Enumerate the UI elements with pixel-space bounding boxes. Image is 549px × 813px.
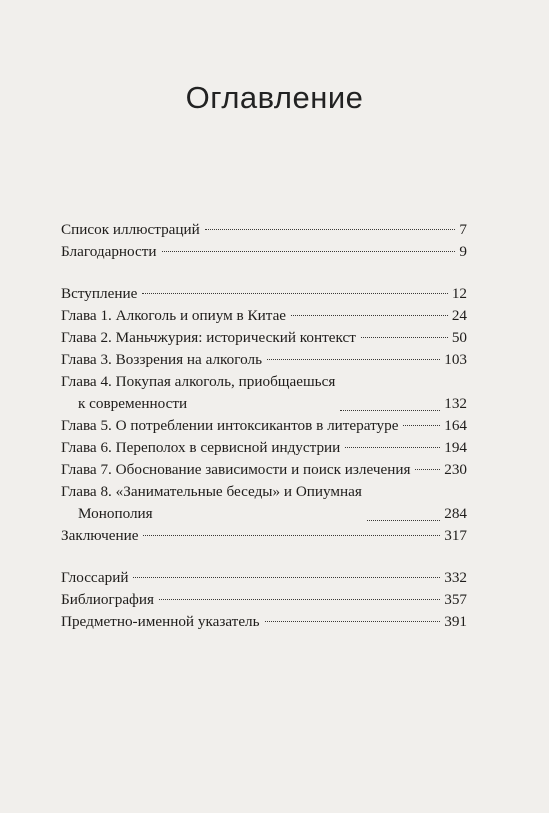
toc-entry-title: Глава 3. Воззрения на алкоголь	[61, 351, 263, 368]
dot-leader	[291, 315, 448, 316]
dot-leader	[345, 447, 440, 448]
toc-entry[interactable]	[61, 459, 467, 481]
toc-entry-page: 230	[444, 461, 467, 478]
dot-leader	[162, 251, 456, 252]
dot-leader	[142, 293, 447, 294]
toc-entry-title	[61, 371, 335, 415]
toc-entry[interactable]	[61, 525, 467, 547]
toc-entry-page: 317	[444, 527, 467, 544]
toc-entry-title-continuation: Монополия	[78, 505, 153, 522]
toc-entry-page: 50	[451, 329, 467, 346]
page-title: Оглавление	[185, 80, 364, 115]
dot-leader	[265, 621, 441, 622]
toc-entry-title: Предметно-именной указатель	[61, 613, 260, 630]
toc-entry[interactable]	[61, 415, 467, 437]
toc-entry-title: Глава 2. Маньчжурия: исторический контекст	[61, 329, 356, 346]
toc-entry[interactable]	[61, 589, 467, 611]
toc-entry-page: 12	[451, 285, 467, 302]
toc-entry-page: 357	[444, 591, 467, 608]
toc-entry[interactable]	[61, 611, 467, 633]
toc-entry-title: Вступление	[61, 285, 138, 302]
toc-entry-page: 9	[459, 243, 467, 260]
toc-entry-page: 332	[444, 569, 467, 586]
toc-entry-title: Глоссарий	[61, 569, 129, 586]
dot-leader	[205, 229, 456, 230]
toc-entry[interactable]	[61, 283, 467, 305]
toc-entry-title: Благодарности	[61, 243, 157, 260]
toc-entry-title-line: Глава 8. «Занимательные беседы» и Опиумная	[61, 483, 362, 500]
toc-entry-title: Глава 1. Алкоголь и опиум в Китае	[61, 307, 287, 324]
dot-leader	[159, 599, 440, 600]
dot-leader	[267, 359, 440, 360]
toc-entry-title	[61, 481, 362, 525]
toc-entry-page: 164	[444, 417, 467, 434]
toc-entry[interactable]	[61, 327, 467, 349]
toc-entry-title: Глава 6. Переполох в сервисной индустрии	[61, 439, 341, 456]
toc-entry[interactable]	[61, 349, 467, 371]
toc-entry-title: Заключение	[61, 527, 139, 544]
dot-leader	[133, 577, 440, 578]
toc-entry-title: Список иллюстраций	[61, 221, 200, 238]
dot-leader	[403, 425, 440, 426]
toc-entry-page: 103	[444, 351, 467, 368]
dot-leader	[143, 535, 440, 536]
toc-entry[interactable]	[61, 241, 467, 263]
dot-leader	[361, 337, 448, 338]
toc-entry[interactable]	[61, 437, 467, 459]
dot-leader	[340, 410, 440, 411]
toc-entry[interactable]	[61, 219, 467, 241]
toc-entry-title-continuation: к современности	[78, 395, 188, 412]
toc-entry-page: 194	[444, 439, 467, 456]
table-of-contents	[61, 219, 467, 633]
toc-entry-page: 24	[451, 307, 467, 324]
toc-front-matter	[61, 219, 467, 263]
toc-entry-page: 7	[459, 221, 467, 238]
toc-entry[interactable]	[61, 567, 467, 589]
toc-entry-title: Глава 7. Обоснование зависимости и поиск излечения	[61, 461, 411, 478]
toc-entry[interactable]	[61, 371, 467, 415]
toc-entry-page: 391	[444, 613, 467, 630]
toc-entry-title: Библиография	[61, 591, 155, 608]
toc-entry-page: 284	[444, 505, 467, 522]
toc-entry-title: Глава 5. О потреблении интоксикантов в литературе	[61, 417, 399, 434]
dot-leader	[367, 520, 440, 521]
toc-entry-title-line: Глава 4. Покупая алкоголь, приобщаешься	[61, 373, 336, 390]
toc-entry[interactable]	[61, 481, 467, 525]
dot-leader	[415, 469, 440, 470]
toc-entry-page: 132	[444, 395, 467, 412]
toc-back-matter	[61, 567, 467, 633]
toc-entry[interactable]	[61, 305, 467, 327]
toc-chapters	[61, 283, 467, 547]
